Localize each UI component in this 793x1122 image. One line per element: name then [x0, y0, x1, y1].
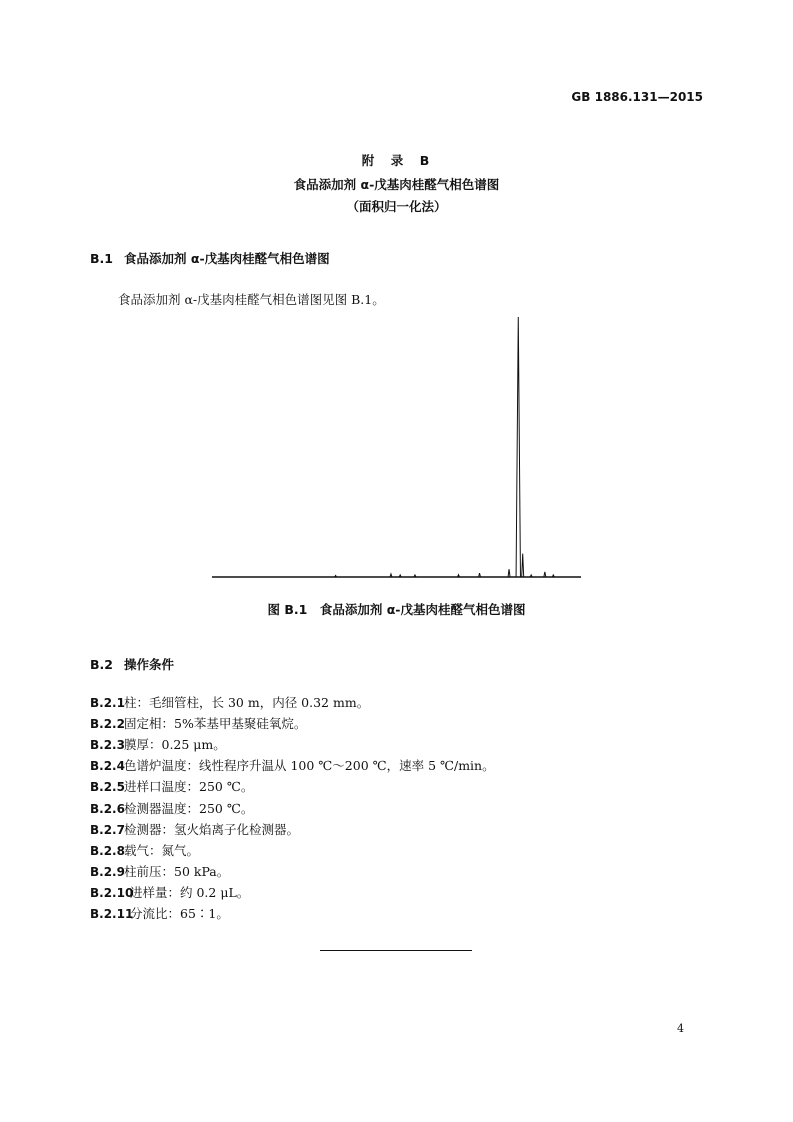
condition-item	[90, 841, 199, 859]
condition-text: 柱：毛细管柱，长 30 m，内径 0.32 mm。	[124, 695, 370, 710]
chromatogram-peak	[508, 569, 510, 577]
section-b1-heading	[90, 249, 330, 267]
condition-number: B.2.8	[90, 843, 125, 858]
condition-text: 色谱炉温度：线性程序升温从 100 ℃～200 ℃，速率 5 ℃/min。	[124, 758, 495, 774]
condition-item	[90, 714, 306, 732]
chromatogram-peak	[522, 554, 524, 577]
condition-number: B.2.6	[90, 801, 125, 816]
condition-text: 分流比：65∶1。	[130, 906, 229, 921]
condition-item	[90, 756, 495, 774]
condition-item	[90, 820, 299, 838]
condition-text: 柱前压：50 kPa。	[124, 863, 230, 879]
condition-number: B.2.5	[90, 780, 125, 795]
section-b1-text: 食品添加剂 α-戊基肉桂醛气相色谱图见图 B.1。	[118, 292, 385, 307]
condition-text: 载气：氮气。	[124, 842, 200, 858]
condition-text: 膜厚：0.25 μm。	[124, 737, 226, 753]
appendix-method: （面积归一化法）	[346, 199, 447, 214]
chart-peaks	[335, 317, 555, 577]
condition-number: B.2.9	[90, 864, 125, 879]
condition-item	[90, 883, 249, 901]
section-b2-number: B.2	[90, 657, 113, 672]
section-b1-number: B.1	[90, 251, 113, 266]
condition-number: B.2.2	[90, 717, 125, 732]
condition-number: B.2.11	[90, 907, 134, 921]
chromatogram-chart	[210, 312, 585, 582]
condition-text: 检测器：氢火焰离子化检测器。	[124, 821, 300, 837]
section-b1-title: 食品添加剂 α-戊基肉桂醛气相色谱图	[124, 251, 330, 266]
condition-text: 进样口温度：250 ℃。	[124, 779, 254, 795]
figure-caption: 图 B.1 食品添加剂 α-戊基肉桂醛气相色谱图	[267, 602, 526, 617]
standard-code: GB 1886.131—2015	[571, 90, 703, 104]
appendix-title: 附 录 B	[361, 153, 432, 168]
condition-text: 检测器温度：250 ℃。	[124, 800, 254, 816]
condition-number: B.2.3	[90, 738, 125, 753]
page-number: 4	[677, 1022, 684, 1035]
section-b2-title: 操作条件	[124, 657, 175, 672]
condition-item	[90, 862, 229, 880]
condition-item	[90, 735, 226, 753]
appendix-subtitle: 食品添加剂 α-戊基肉桂醛气相色谱图	[293, 177, 500, 192]
condition-number: B.2.10	[90, 885, 134, 900]
condition-text: 进样量：约 0.2 μL。	[130, 884, 250, 900]
condition-item	[90, 904, 229, 922]
chromatogram-peak	[516, 317, 520, 577]
condition-number: B.2.1	[90, 696, 125, 710]
condition-number: B.2.4	[90, 759, 125, 774]
condition-number: B.2.7	[90, 822, 125, 837]
condition-text: 固定相：5%苯基甲基聚硅氧烷。	[124, 716, 307, 732]
end-rule	[320, 950, 472, 951]
condition-item	[90, 693, 369, 711]
section-b2-heading	[90, 655, 174, 673]
condition-item	[90, 799, 253, 817]
condition-item	[90, 777, 253, 795]
